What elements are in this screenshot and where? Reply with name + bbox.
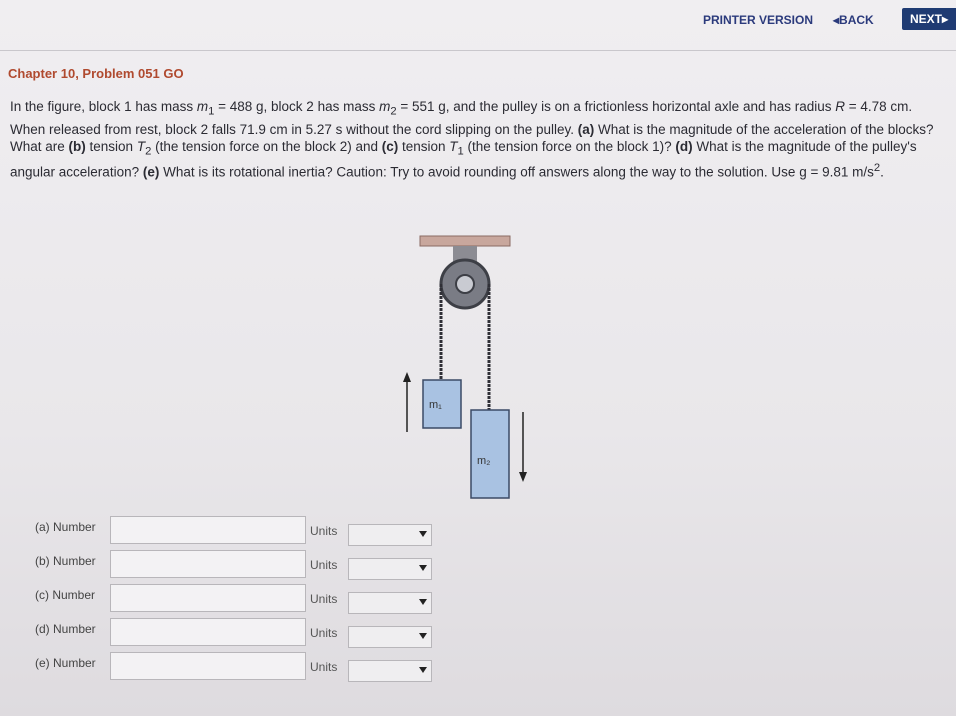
ceiling-mount [420,236,510,246]
answer-row-a [0,516,460,546]
chevron-down-icon [419,599,427,605]
units-select-c[interactable] [348,592,432,614]
problem-text: What is the magnitude of the pulley's angular acceleration? [10,138,917,180]
answer-input-d[interactable] [110,618,306,646]
answer-row-e [0,652,460,682]
answer-input-b[interactable] [110,550,306,578]
answer-row-c [0,584,460,614]
chevron-down-icon [419,667,427,673]
answer-label: (d) Number [35,622,96,636]
answer-label: (c) Number [35,588,96,602]
back-link[interactable]: ◂BACK [833,13,874,27]
problem-text: = 551 g, and the pulley is on a frictionless horizontal axle and has radius [396,99,836,114]
superscript: 2 [873,162,881,175]
answer-label: (e) Number [35,656,96,670]
problem-text: (the tension force on the block 1)? [463,138,676,154]
problem-text: In the figure, block 1 has mass [10,99,197,114]
answer-input-a[interactable] [110,516,306,544]
units-label: Units [310,660,338,674]
units-select-e[interactable] [348,660,432,682]
chevron-down-icon [419,531,427,537]
pulley-hub [456,275,474,293]
part-label: (d) [675,138,693,154]
problem-text: What is the magnitude of the acceleration of the blocks? What are [10,121,934,154]
problem-text: What is its rotational inertia? Caution: Try to avoid rounding off answers along the way to the solution. Use g = 9.81 m/s [159,164,874,180]
problem-text: = 4.78 cm. When released from rest, block 2 falls 71.9 cm in 5.27 s without the cord slipping on the pulley. [10,99,913,137]
chevron-down-icon [419,565,427,571]
problem-text: . [880,164,884,180]
units-label: Units [310,592,338,606]
problem-text: tension [398,138,450,154]
pulley-figure [395,232,545,502]
block-1-label: m₁ [429,399,442,411]
subscript: 1 [457,145,464,158]
problem-text: = 488 g, block 2 has mass [214,99,380,114]
up-arrow-icon [403,372,411,382]
answer-input-c[interactable] [110,584,306,612]
symbol: R [835,99,846,114]
symbol: m [196,99,209,114]
answer-row-b [0,550,460,580]
divider [0,50,956,51]
units-select-b[interactable] [348,558,432,580]
subscript: 2 [390,105,397,118]
part-label: (c) [381,138,399,154]
answer-row-d [0,618,460,648]
problem-text: tension [85,138,137,154]
units-select-a[interactable] [348,524,432,546]
chevron-down-icon [419,633,427,639]
down-arrow-icon [519,472,527,482]
units-label: Units [310,558,338,572]
answer-label: (a) Number [35,520,96,534]
answer-input-e[interactable] [110,652,306,680]
part-label: (b) [68,138,86,154]
problem-statement [10,98,940,181]
printer-version-link[interactable]: PRINTER VERSION [703,13,814,27]
part-label: (a) [577,121,595,137]
problem-text: (the tension force on the block 2) and [151,138,382,154]
part-label: (e) [142,164,160,180]
units-select-d[interactable] [348,626,432,648]
subscript: 1 [208,105,215,118]
next-button[interactable]: NEXT▸ [902,8,956,30]
block-2-label: m₂ [477,455,491,467]
units-label: Units [310,626,338,640]
symbol: T [136,138,146,154]
answer-label: (b) Number [35,554,96,568]
subscript: 2 [145,145,152,158]
symbol: m [379,99,391,114]
units-label: Units [310,524,338,538]
block-2 [471,410,509,498]
top-nav [0,6,956,32]
symbol: T [449,138,458,154]
chapter-title: Chapter 10, Problem 051 GO [8,66,184,81]
